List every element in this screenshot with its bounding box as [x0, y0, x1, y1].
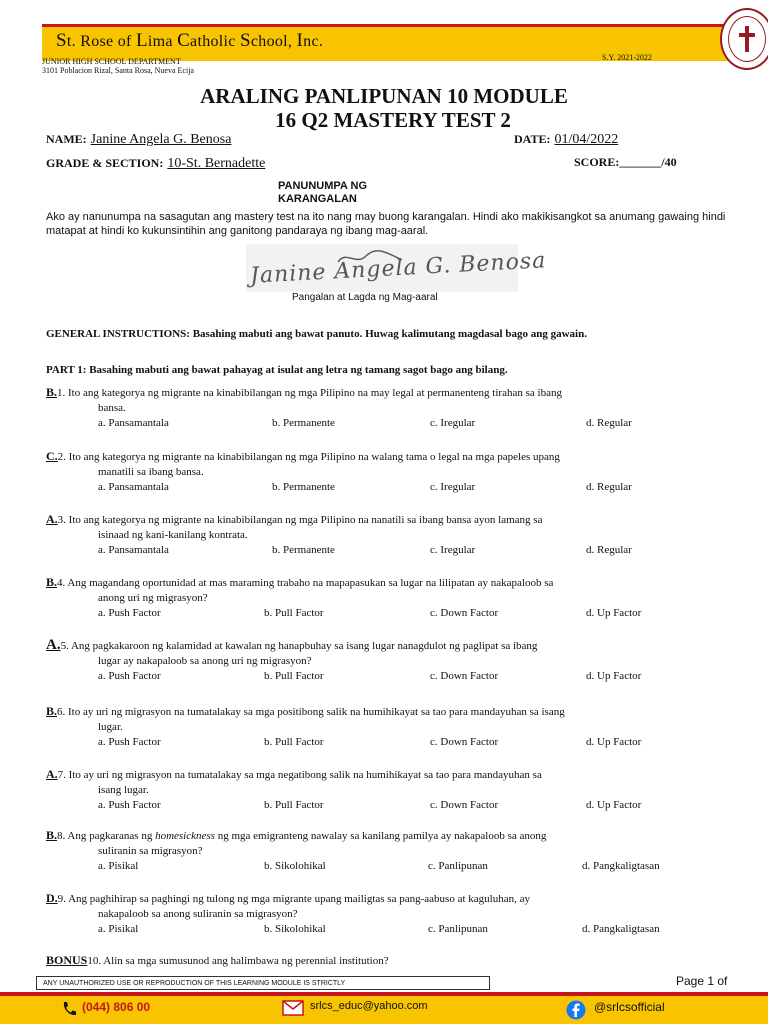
question-item: [46, 512, 746, 558]
question-item: [46, 891, 746, 937]
choice-row: [46, 480, 746, 495]
footer-email: srlcs_educ@yahoo.com: [310, 1000, 428, 1012]
question-stem: [46, 704, 746, 720]
choice-row: [46, 859, 746, 874]
question-number: 6.: [57, 706, 66, 718]
choice-option: c. Iregular: [430, 544, 476, 556]
choice-option: c. Down Factor: [430, 736, 499, 748]
question-number: 1.: [57, 387, 66, 399]
answer-letter: B.: [46, 385, 58, 399]
date-row: [514, 130, 618, 148]
choice-option: c. Down Factor: [430, 670, 499, 682]
choice-option: a. Pisikal: [98, 860, 139, 872]
choice-option: d. Pangkaligtasan: [582, 923, 660, 935]
question-stem: [46, 767, 746, 783]
question-stem: [46, 385, 746, 401]
school-name: St. Rose of Lima Catholic School, Inc.: [56, 30, 324, 51]
choice-option: c. Panlipunan: [428, 860, 488, 872]
bonus-question: [46, 953, 746, 969]
answer-letter: B.: [46, 828, 58, 842]
question-number: 9.: [57, 893, 66, 905]
school-year: S.Y. 2021-2022: [602, 53, 652, 62]
answer-letter: A.: [46, 637, 61, 653]
question-text-continued: bansa.: [98, 402, 126, 414]
school-address: 3101 Poblacion Rizal, Santa Rosa, Nueva Ecija: [42, 66, 194, 75]
answer-letter: B.: [46, 704, 58, 718]
question-text: Ito ang kategorya ng migrante na kinabibilangan ng mga Pilipino na may legal at permanenteng tirahan sa ibang: [65, 387, 562, 399]
choice-option: b. Sikolohikal: [264, 923, 326, 935]
footer-facebook: @srlcsofficial: [594, 1000, 665, 1014]
grade-row: [46, 154, 265, 172]
choice-option: a. Pansamantala: [98, 481, 169, 493]
signature-caption: Pangalan at Lagda ng Mag-aaral: [292, 292, 438, 303]
question-stem: [46, 575, 746, 591]
choice-option: c. Panlipunan: [428, 923, 488, 935]
question-text-continued: manatili sa ibang bansa.: [98, 466, 204, 478]
choice-option: c. Iregular: [430, 417, 476, 429]
choice-option: b. Pull Factor: [264, 607, 324, 619]
answer-letter: D.: [46, 891, 58, 905]
score-field: SCORE:_______/40: [574, 155, 677, 169]
question-item: [46, 575, 746, 621]
choice-option: b. Permanente: [272, 417, 335, 429]
handwritten-signature: Janine Angela G. Benosa: [249, 248, 547, 289]
mail-icon: [282, 1000, 304, 1016]
general-instructions: GENERAL INSTRUCTIONS: Basahing mabuti ang bawat panuto. Huwag kalimutang magdasal bago ang gawain.: [46, 328, 587, 340]
choice-row: [46, 416, 746, 431]
choice-row: [46, 606, 746, 621]
choice-option: d. Regular: [586, 417, 632, 429]
department-block: [42, 57, 194, 75]
question-text-continued: lugar ay nakapaloob sa anong uri ng migrasyon?: [98, 655, 312, 667]
question-text-rest: ng mga emigranteng nawalay sa kanilang pamilya ay nakapaloob sa anong: [214, 830, 547, 842]
footer-accent-line: [0, 992, 768, 996]
choice-option: b. Pull Factor: [264, 799, 324, 811]
question-text-continued: isinaad ng kani-kanilang kontrata.: [98, 529, 248, 541]
school-seal-icon: [720, 8, 768, 70]
answer-letter: A.: [46, 512, 58, 526]
choice-option: a. Pansamantala: [98, 544, 169, 556]
choice-row: [46, 543, 746, 558]
answer-letter: B.: [46, 575, 58, 589]
facebook-icon: [566, 1000, 586, 1020]
bonus-text: Alin sa mga sumusunod ang halimbawa ng perennial institution?: [101, 955, 389, 967]
answer-letter: C.: [46, 449, 58, 463]
name-row: [46, 130, 231, 148]
signature-image: [246, 244, 547, 292]
choice-option: a. Push Factor: [98, 799, 161, 811]
question-stem: [46, 638, 746, 654]
choice-row: [46, 735, 746, 750]
question-number: 5.: [60, 640, 69, 652]
question-stem: [46, 512, 746, 528]
part1-instructions: PART 1: Basahing mabuti ang bawat pahayag at isulat ang letra ng tamang sagot bago ang bilang.: [46, 364, 508, 376]
department-name: JUNIOR HIGH SCHOOL DEPARTMENT: [42, 57, 181, 66]
question-item: [46, 385, 746, 431]
bonus-number: 10.: [87, 955, 102, 967]
question-item: [46, 828, 746, 874]
question-text: Ang pagkaranas ng: [65, 830, 156, 842]
question-item: [46, 767, 746, 813]
question-number: 2.: [57, 451, 66, 463]
grade-label: GRADE & SECTION:: [46, 156, 164, 170]
choice-option: d. Up Factor: [586, 607, 642, 619]
question-text-continued: suliranin sa migrasyon?: [98, 845, 203, 857]
choice-row: [46, 922, 746, 937]
choice-option: b. Pull Factor: [264, 736, 324, 748]
question-text: Ito ang kategorya ng migrante na kinabibilangan ng mga Pilipino na walang tama o legal na mga papeles upang: [65, 451, 560, 463]
page-number: Page 1 of: [676, 974, 728, 988]
choice-option: d. Up Factor: [586, 736, 642, 748]
grade-value: 10-St. Bernadette: [167, 156, 266, 171]
name-value: Janine Angela G. Benosa: [90, 132, 232, 147]
question-item: [46, 449, 746, 495]
phone-icon: [60, 1000, 78, 1018]
choice-option: a. Push Factor: [98, 670, 161, 682]
question-text-continued: nakapaloob sa anong suliranin sa migrasyon?: [98, 908, 298, 920]
choice-option: c. Down Factor: [430, 799, 499, 811]
answer-letter: A.: [46, 767, 58, 781]
question-text: Ang pagkakaroon ng kalamidad at kawalan ng hanapbuhay sa isang lugar nanagdulot ng paglipat sa ibang: [68, 640, 538, 652]
name-label: NAME:: [46, 132, 87, 146]
choice-option: b. Pull Factor: [264, 670, 324, 682]
choice-option: b. Permanente: [272, 544, 335, 556]
choice-option: a. Pisikal: [98, 923, 139, 935]
choice-option: d. Pangkaligtasan: [582, 860, 660, 872]
question-text: Ang paghihirap sa paghingi ng tulong ng mga migrante upang mailigtas sa pang-aabuso at kaguluhan, ay: [65, 893, 530, 905]
choice-option: d. Regular: [586, 544, 632, 556]
choice-option: a. Pansamantala: [98, 417, 169, 429]
choice-option: c. Down Factor: [430, 607, 499, 619]
question-text: Ito ay uri ng migrasyon na tumatalakay sa mga negatibong salik na humihikayat sa tao para mandayuhan sa: [65, 769, 542, 781]
question-stem: [46, 891, 746, 907]
question-item: [46, 638, 746, 684]
question-number: 8.: [57, 830, 66, 842]
question-text: Ito ang kategorya ng migrante na kinabibilangan ng mga Pilipino na nanatili sa ibang bansa ayon lamang sa: [65, 514, 543, 526]
choice-option: d. Up Factor: [586, 670, 642, 682]
question-item: [46, 704, 746, 750]
choice-option: d. Regular: [586, 481, 632, 493]
date-value: 01/04/2022: [554, 132, 619, 147]
page-title-line2: 16 Q2 MASTERY TEST 2: [275, 108, 511, 132]
question-number: 4.: [57, 577, 66, 589]
question-text-continued: anong uri ng migrasyon?: [98, 592, 208, 604]
question-stem: [46, 828, 746, 844]
oath-text: Ako ay nanunumpa na sasagutan ang mastery test na ito nang may buong karangalan. Hindi ako makikisangkot sa anumang gawaing hindi matapat at hindi ko kukunsintihin ang ganitong pandaraya ng ibang mag-aaral.: [46, 211, 726, 237]
question-stem: [46, 449, 746, 465]
choice-option: a. Push Factor: [98, 736, 161, 748]
choice-option: d. Up Factor: [586, 799, 642, 811]
choice-option: b. Sikolohikal: [264, 860, 326, 872]
choice-option: b. Permanente: [272, 481, 335, 493]
signature-scribble-icon: [336, 248, 406, 268]
seal-cross-icon: [736, 24, 758, 54]
choice-option: a. Push Factor: [98, 607, 161, 619]
question-text: Ito ay uri ng migrasyon na tumatalakay sa mga positibong salik na humihikayat sa tao para mandayuhan sa isang: [65, 706, 565, 718]
choice-row: [46, 798, 746, 813]
date-label: DATE:: [514, 132, 551, 146]
question-text-italic: homesickness: [155, 830, 215, 842]
question-number: 7.: [57, 769, 66, 781]
question-number: 3.: [57, 514, 66, 526]
oath-title: PANUNUMPA NG KARANGALAN: [278, 180, 368, 205]
choice-row: [46, 669, 746, 684]
question-text: Ang magandang oportunidad at mas maraming trabaho na mapapasukan sa lugar na lilipatan ay nakapaloob sa: [65, 577, 554, 589]
question-text-continued: lugar.: [98, 721, 123, 733]
choice-option: c. Iregular: [430, 481, 476, 493]
page-title-line1: ARALING PANLIPUNAN 10 MODULE: [200, 84, 568, 108]
question-text-continued: isang lugar.: [98, 784, 149, 796]
copyright-notice: ANY UNAUTHORIZED USE OR REPRODUCTION OF THIS LEARNING MODULE IS STRICTLY: [36, 976, 490, 990]
footer-phone: (044) 806 00: [82, 1000, 151, 1014]
bonus-label: BONUS: [46, 953, 88, 967]
